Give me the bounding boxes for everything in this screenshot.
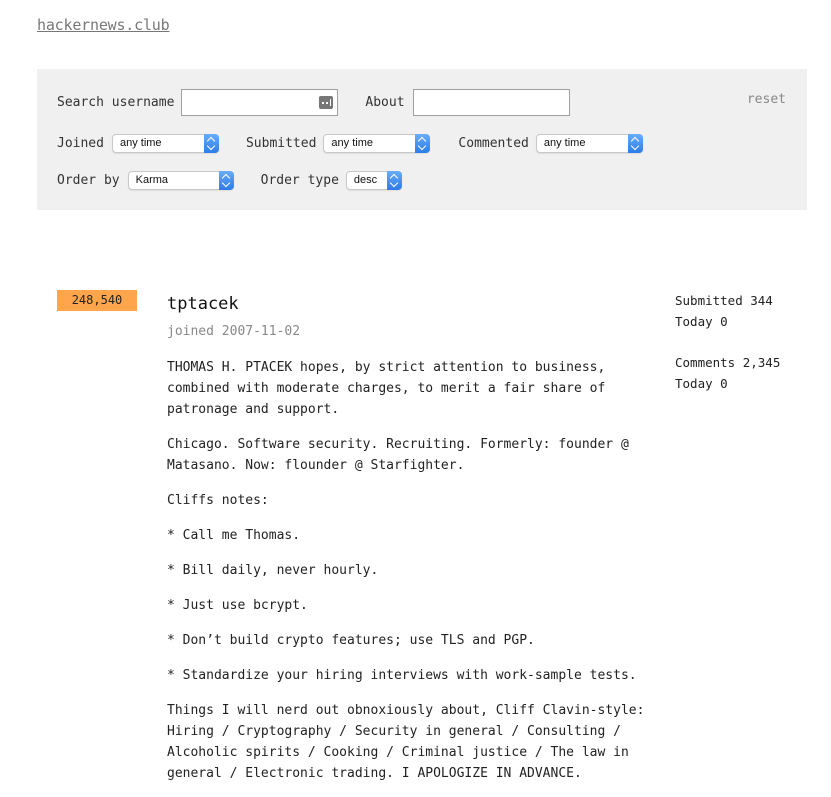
submitted-label: Submitted [245, 135, 317, 151]
about-paragraph: * Bill daily, never hourly. [167, 563, 379, 578]
site-home-link[interactable]: hackernews.club [37, 16, 170, 34]
order-by-select-value: Karma [135, 173, 169, 186]
commented-select-value: any time [543, 136, 586, 149]
username-link[interactable]: tptacek [167, 294, 239, 314]
order-type-label: Order type [260, 172, 339, 188]
comments-stats [675, 352, 780, 394]
order-row [57, 170, 402, 190]
about-paragraph: Cliffs notes: [167, 493, 269, 508]
about-paragraph: * Just use bcrypt. [167, 598, 308, 613]
comments-today: Today 0 [675, 376, 728, 391]
user-about [167, 357, 657, 797]
order-type-select[interactable] [346, 171, 402, 190]
commented-select[interactable] [536, 134, 643, 153]
search-username-label: Search username [57, 94, 175, 110]
order-by-select[interactable] [128, 171, 234, 190]
comments-count: Comments 2,345 [675, 355, 781, 370]
about-paragraph: THOMAS H. PTACEK hopes, by strict attention to business, combined with moderate charges, to merit a fair share of patronage and support. [167, 360, 606, 417]
user-stats [675, 290, 780, 414]
joined-date: joined 2007-11-02 [167, 324, 301, 339]
chevron-updown-icon [219, 171, 234, 190]
joined-label: Joined [57, 135, 104, 151]
joined-select-value: any time [119, 136, 162, 149]
chevron-updown-icon [387, 171, 402, 190]
commented-label: Commented [458, 135, 529, 151]
submitted-stats [675, 290, 780, 332]
search-row [57, 88, 570, 116]
submitted-select-value: any time [331, 136, 373, 149]
about-input[interactable] [413, 89, 570, 116]
about-paragraph: Chicago. Software security. Recruiting. Formerly: founder @ Matasano. Now: flounder @ Starfighter. [167, 437, 629, 473]
submitted-count: Submitted 344 [675, 293, 773, 308]
about-paragraph: * Standardize your hiring interviews with work-sample tests. [167, 668, 637, 683]
about-paragraph: * Call me Thomas. [167, 528, 301, 543]
order-type-select-value: desc [353, 173, 378, 186]
search-username-input[interactable] [181, 89, 338, 116]
joined-select[interactable] [112, 134, 219, 153]
about-paragraph: * Don’t build crypto features; use TLS and PGP. [167, 633, 535, 648]
chevron-updown-icon [628, 134, 643, 153]
date-filter-row [57, 133, 643, 153]
about-label: About [365, 94, 405, 110]
submitted-select[interactable] [323, 134, 430, 153]
order-by-label: Order by [57, 172, 120, 188]
chevron-updown-icon [204, 134, 219, 153]
reset-link[interactable]: reset [746, 92, 786, 107]
submitted-today: Today 0 [675, 314, 728, 329]
about-paragraph: Things I will nerd out obnoxiously about, Cliff Clavin-style: Hiring / Cryptography / Security in general / Consulting / Alcoholic spirits / Cooking / Criminal justice / The law in general / Electronic trading. I APOLOGIZE IN ADVANCE. [167, 703, 645, 781]
karma-badge: 248,540 [57, 290, 137, 311]
chevron-updown-icon [415, 134, 430, 153]
filter-panel [37, 69, 807, 210]
keyboard-autofill-icon[interactable] [319, 96, 333, 109]
